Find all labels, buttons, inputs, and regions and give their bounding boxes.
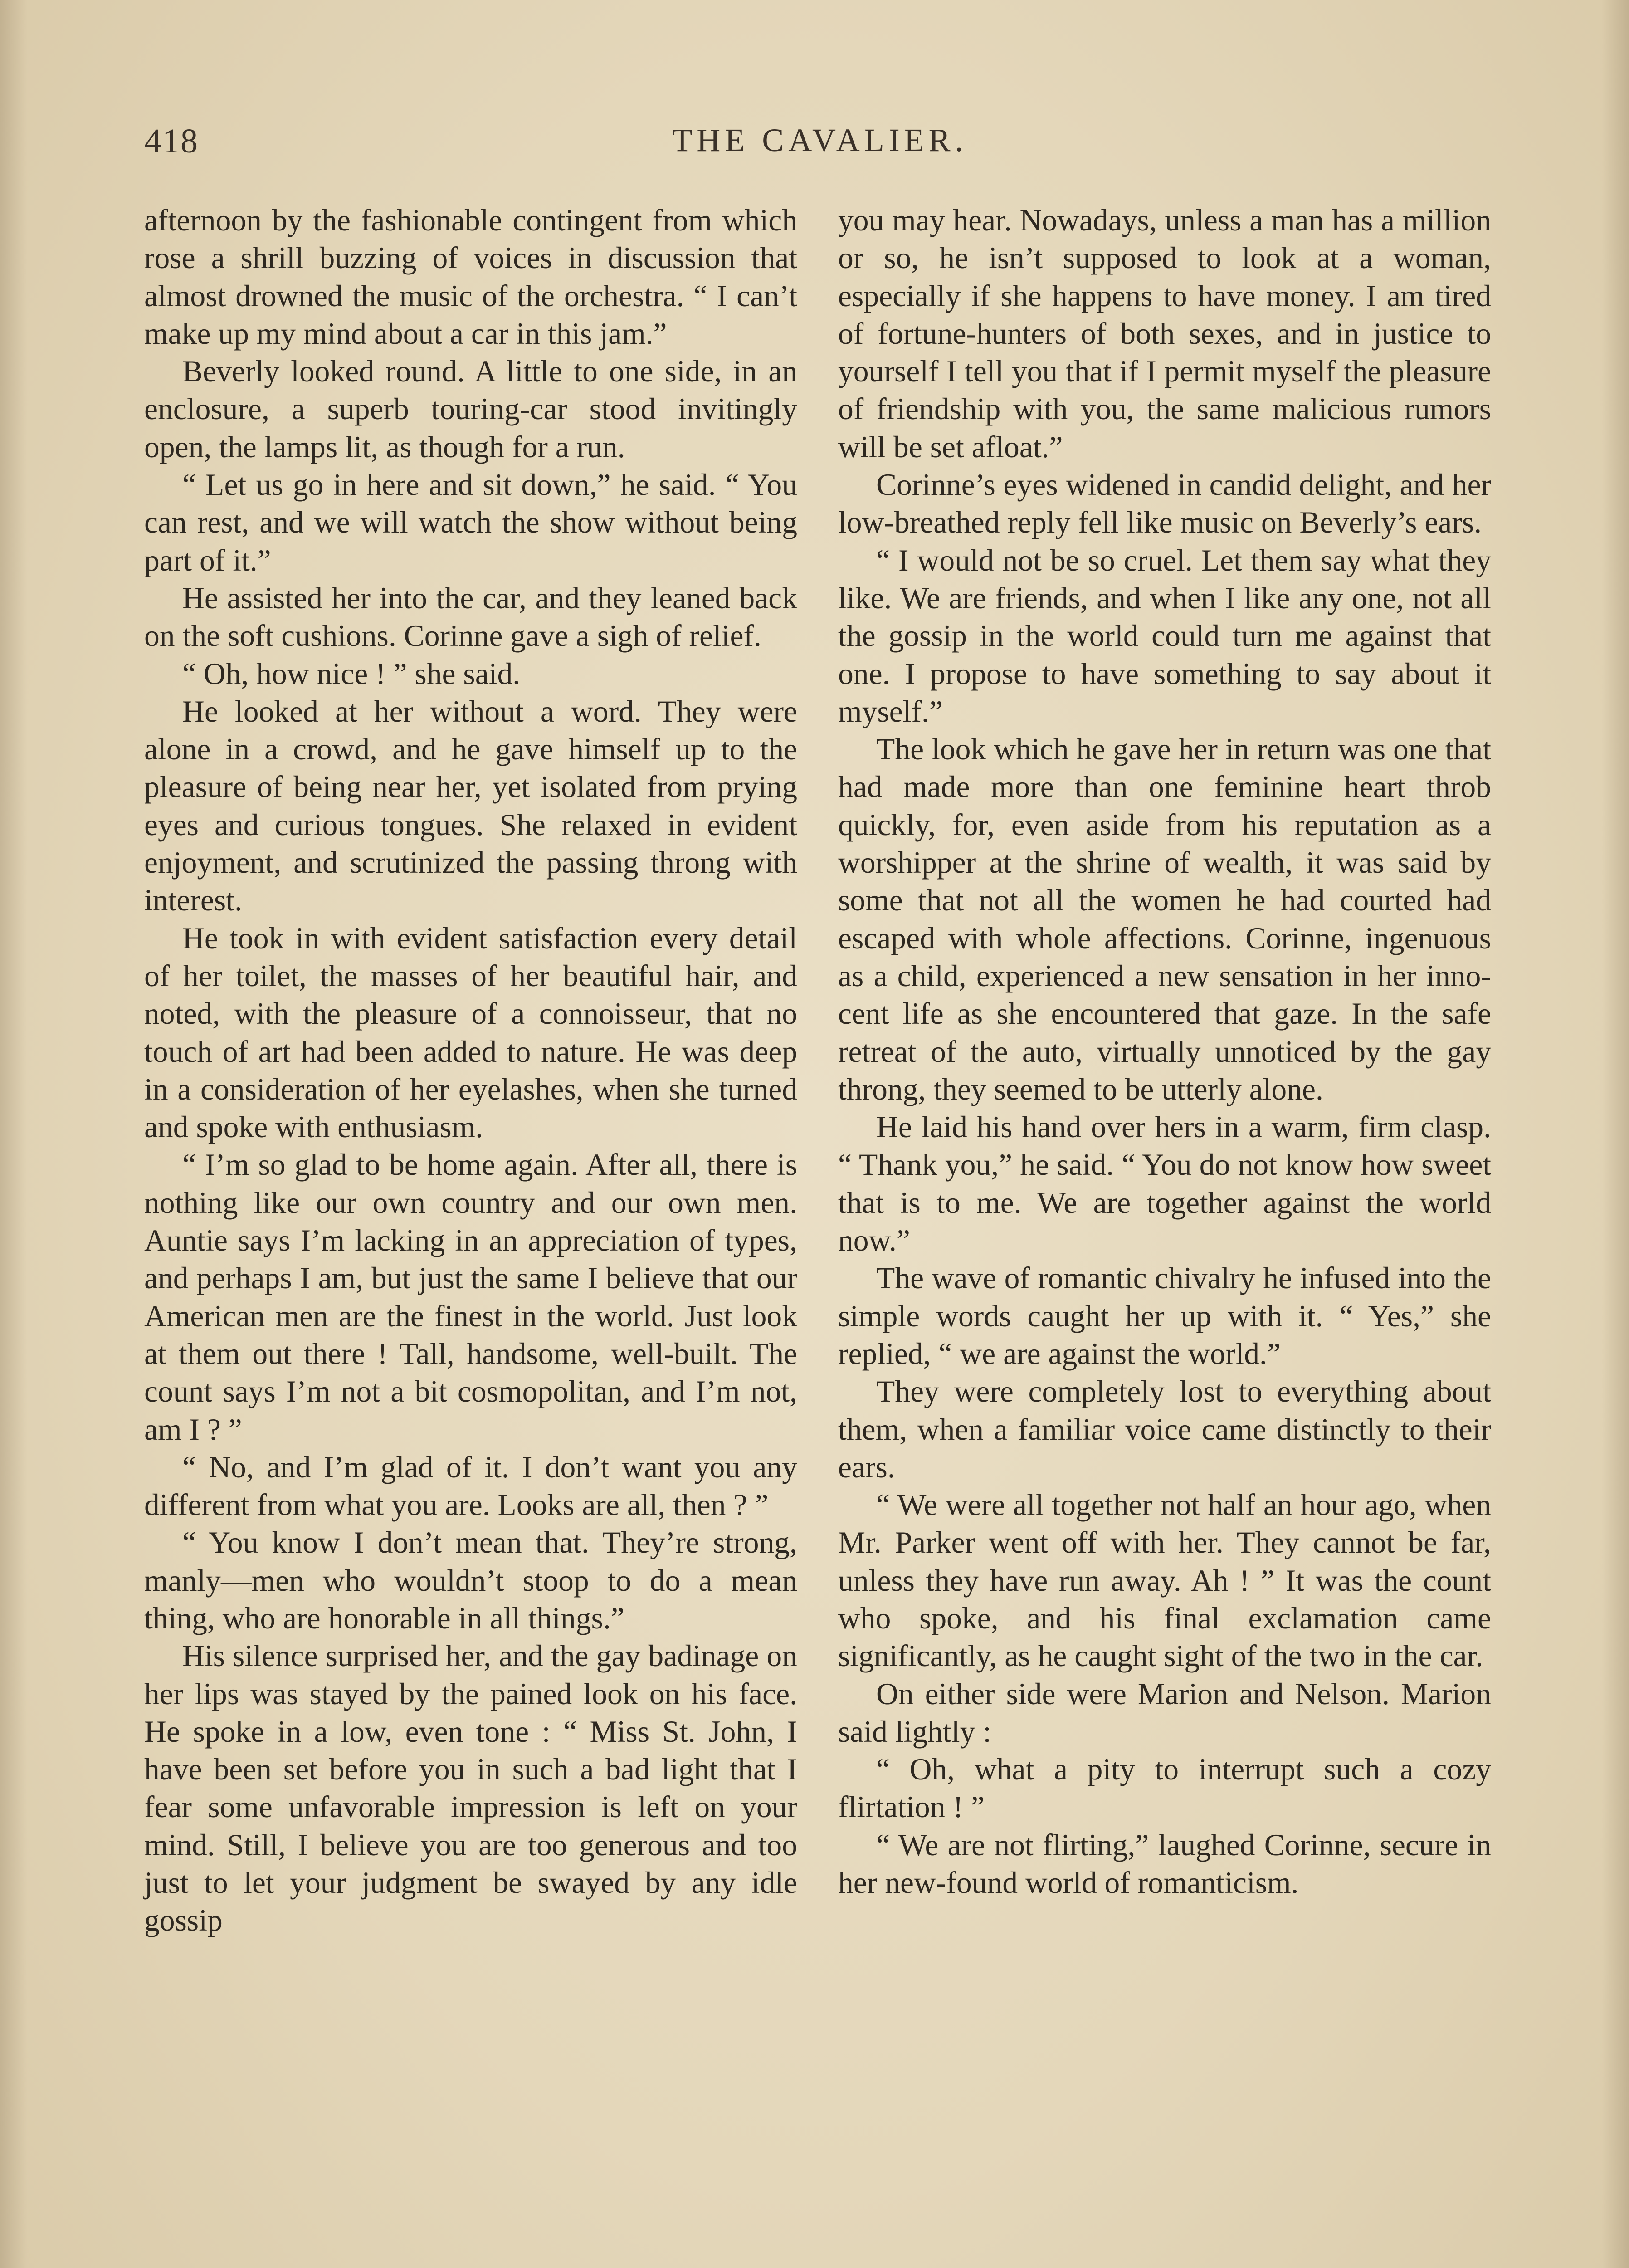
paragraph: The wave of romantic chivalry he infused into the simple words caught her up with it. “ Yes,” she replied, “ we are against the world.” — [838, 1261, 1491, 1371]
paragraph: “ Let us go in here and sit down,” he said. “ You can rest, and we will watch the show without being part of it.” — [144, 468, 797, 577]
right-column — [838, 201, 1491, 1901]
paragraph: you may hear. Nowadays, unless a man has a million or so, he isn’t supposed to look at a woman, especially if she happens to have money. I am tired of fortune-hunters of both sexes, and in justice to yourself I tell you that if I permit myself the pleasure of friendship with you, the same malicious rumors will be set afloat.” — [838, 203, 1491, 464]
running-head: THE CAVALIER. — [672, 122, 968, 158]
paragraph: The look which he gave her in return was one that had made more than one feminine heart throb quickly, for, even aside from his reputation as a worshipper at the shrine of wealth, it was said by some that not all the women he had courted had escaped with whole affections. Corinne, ingenuous as a child, experienced a new sensation in her innocent life as she encountered that gaze. In the safe retreat of the auto, virtually unnoticed by the gay throng, they seemed to be utterly alone. — [838, 732, 1491, 1106]
paragraph: “ I’m so glad to be home again. After all, there is nothing like our own country and our own men. Auntie says I’m lacking in an appreciation of types, and perhaps I am, but just the same I believe that our American men are the finest in the world. Just look at them out there ! Tall, handsome, well-built. The count says I’m not a bit cosmopolitan, and I’m not, am I ? ” — [144, 1148, 797, 1447]
paragraph: He looked at her without a word. They were alone in a crowd, and he gave himself up to the pleasure of being near her, yet isolated from prying eyes and curious tongues. She relaxed in evident enjoyment, and scrutinized the passing throng with interest. — [144, 694, 797, 918]
paragraph: “ I would not be so cruel. Let them say what they like. We are friends, and when I like any one, not all the gossip in the world could turn me against that one. I propose to have something to say about it myself.” — [838, 543, 1491, 728]
paragraph: They were completely lost to everything about them, when a familiar voice came distinctly to their ears. — [838, 1374, 1491, 1484]
paragraph: “ We are not flirting,” laughed Corinne, secure in her new-found world of romanticism. — [838, 1828, 1491, 1900]
paragraph: Beverly looked round. A little to one side, in an enclosure, a superb touring-car stood invitingly open, the lamps lit, as though for a run. — [144, 354, 797, 464]
paragraph: “ Oh, what a pity to interrupt such a cozy flirtation ! ” — [838, 1752, 1491, 1824]
paragraph: Corinne’s eyes widened in candid delight, and her low-breathed reply fell like music on Beverly’s ears. — [838, 468, 1491, 540]
paragraph: “ You know I don’t mean that. They’re strong, manly—men who wouldn’t stoop to do a mean thing, who are honorable in all things.” — [144, 1525, 797, 1635]
paragraph: His silence surprised her, and the gay badinage on her lips was stayed by the pained look on his face. He spoke in a low, even tone : “ Miss St. John, I have been set before you in such a bad light that I fear some unfavorable impression is left on your mind. Still, I believe you are too generous and too just to let your judgment be swayed by any idle gossip — [144, 1639, 797, 1938]
page-edge-shadow-right — [1602, 0, 1629, 2268]
paragraph: afternoon by the fashionable contingent from which rose a shrill buzzing of voices in discussion that almost drowned the music of the orchestra. “ I can’t make up my mind about a car in this jam.” — [144, 203, 797, 351]
page-number: 418 — [144, 122, 199, 160]
paragraph: He assisted her into the car, and they leaned back on the soft cushions. Corinne gave a sigh of relief. — [144, 581, 797, 653]
paragraph: “ Oh, how nice ! ” she said. — [182, 656, 521, 691]
paragraph: “ No, and I’m glad of it. I don’t want you any different from what you are. Looks are all, then ? ” — [144, 1450, 797, 1522]
left-column — [144, 201, 797, 1940]
page-header — [144, 122, 1496, 171]
paragraph: He laid his hand over hers in a warm, firm clasp. “ Thank you,” he said. “ You do not know how sweet that is to me. We are together against the world now.” — [838, 1110, 1491, 1258]
paragraph: He took in with evident satisfaction every detail of her toilet, the masses of her beautiful hair, and noted, with the pleasure of a connoisseur, that no touch of art had been added to nature. He was deep in a consideration of her eyelashes, when she turned and spoke with enthusiasm. — [144, 921, 797, 1144]
paragraph: On either side were Marion and Nelson. Marion said lightly : — [838, 1677, 1491, 1749]
paragraph: “ We were all together not half an hour ago, when Mr. Parker went off with her. They cannot be far, unless they have run away. Ah ! ” It was the count who spoke, and his final exclamation came significantly, as he caught sight of the two in the car. — [838, 1488, 1491, 1673]
page-edge-shadow-left — [0, 0, 27, 2268]
